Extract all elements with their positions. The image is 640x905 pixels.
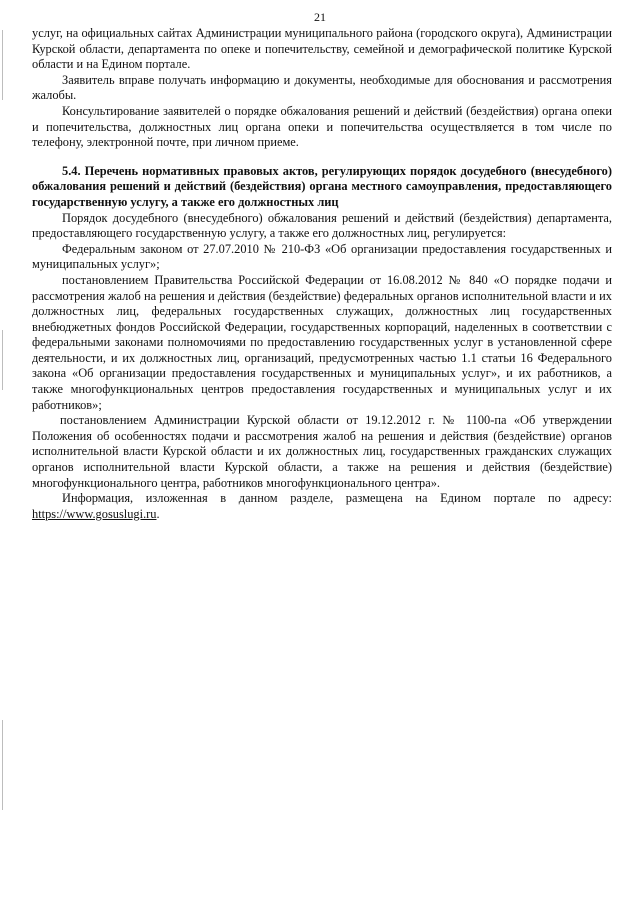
- gosuslugi-link[interactable]: https://www.gosuslugi.ru: [32, 506, 157, 521]
- document-body: [32, 26, 612, 522]
- portal-info-end: .: [156, 506, 160, 521]
- paragraph-kursk-decree: постановлением Администрации Курской области от 19.12.2012 г. № 1100-па «Об утверждении Положения об особенностях подачи и рассмотрения жалоб на решения и действия (бездействие) органов исполнительной власти Курской области и их должностных лиц, государственных гражданских служащих органов исполнительной власти Курской области, а также на решения и действия (бездействие) многофункционального центра, работников многофункционального центра».: [32, 413, 612, 490]
- paragraph-consulting: Консультирование заявителей о порядке обжалования решений и действий (бездействия) органа опеки и попечительства, должностных лиц органа опеки и попечительства осуществляется в том числе по телефону, электронной почте, при личном приеме.: [32, 103, 612, 150]
- section-heading-5-4: 5.4. Перечень нормативных правовых актов, регулирующих порядок досудебного (внесудебного) обжалования решений и действий (бездействия) органа местного самоуправления, предоставляющего государственную услугу, а также его должностных лиц: [32, 163, 612, 209]
- page-number: 21: [314, 10, 326, 24]
- scan-edge-mark: [2, 720, 3, 810]
- paragraph-regulation-intro: Порядок досудебного (внесудебного) обжалования решений и действий (бездействия) департамента, предоставляющего государственную услугу, а также его должностных лиц, регулируется:: [32, 210, 612, 241]
- scan-edge-mark: [2, 30, 3, 100]
- paragraph-federal-law: Федеральным законом от 27.07.2010 № 210-ФЗ «Об организации предоставления государственных и муниципальных услуг»;: [32, 241, 612, 272]
- paragraph-government-decree: постановлением Правительства Российской Федерации от 16.08.2012 № 840 «О порядке подачи и рассмотрения жалоб на решения и действия (бездействие) федеральных органов исполнительной власти и их должностных лиц, федеральных государственных служащих, должностных лиц государственных внебюджетных фондов Российской Федерации, государственных корпораций, наделенных в соответствии с федеральными законами полномочиями по предоставлению государственных услуг в установленной сфере деятельности, и их должностных лиц, организаций, предусмотренных частью 1.1 статьи 16 Федерального закона «Об организации предоставления государственных и муниципальных услуг», и их работников, а также многофункциональных центров предоставления государственных и муниципальных услуг и их работников»;: [32, 272, 612, 412]
- paragraph-applicant-rights: Заявитель вправе получать информацию и документы, необходимые для обоснования и рассмотрения жалобы.: [32, 72, 612, 103]
- portal-info-text: Информация, изложенная в данном разделе, размещена на Едином портале по адресу:: [62, 491, 612, 506]
- scan-edge-mark: [2, 330, 3, 390]
- paragraph-portal-info: [32, 491, 612, 522]
- paragraph-portals: услуг, на официальных сайтах Администрации муниципального района (городского округа), Администрации Курской области, департамента по опеке и попечительству, семейной и демографической политике Курской области и на Едином портале.: [32, 26, 612, 72]
